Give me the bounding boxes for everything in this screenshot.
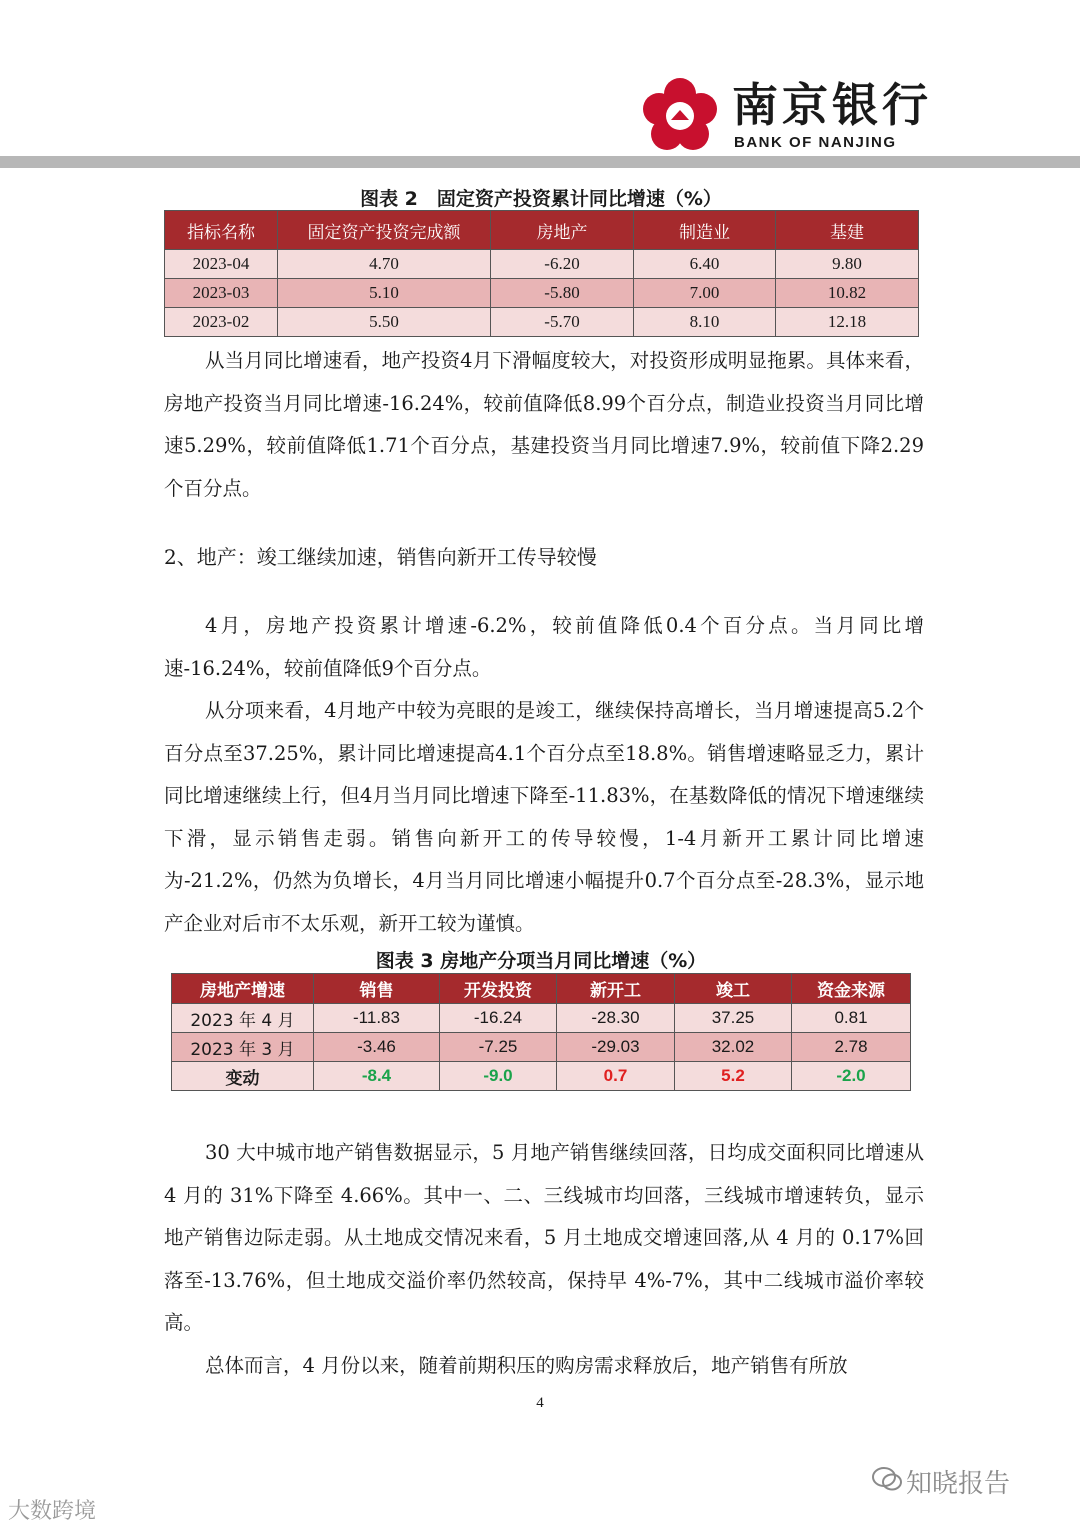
table-cell: 32.02 <box>675 1033 792 1062</box>
table-row <box>172 1033 911 1062</box>
table-header: 基建 <box>776 211 919 250</box>
table-cell: -5.80 <box>491 279 634 308</box>
table-cell: 10.82 <box>776 279 919 308</box>
table-cell: 0.81 <box>792 1004 911 1033</box>
table-header: 房地产增速 <box>172 974 314 1004</box>
table-header: 资金来源 <box>792 974 911 1004</box>
table-cell: 2023 年 3 月 <box>172 1033 314 1062</box>
table-cell: 5.10 <box>278 279 491 308</box>
change-cell: -8.4 <box>314 1062 440 1091</box>
figure2-caption: 图表 2 固定资产投资累计同比增速（%） <box>360 188 722 210</box>
change-cell: -9.0 <box>440 1062 557 1091</box>
table-cell: 37.25 <box>675 1004 792 1033</box>
table-row <box>165 308 919 337</box>
table-cell: 12.18 <box>776 308 919 337</box>
watermark-left: 大数跨境 <box>8 1499 97 1524</box>
table-header: 制造业 <box>634 211 776 250</box>
table-cell: -6.20 <box>491 250 634 279</box>
table-row <box>172 1062 911 1091</box>
table-cell: -11.83 <box>314 1004 440 1033</box>
table-header-row <box>165 211 919 250</box>
table-row <box>172 1004 911 1033</box>
table-row <box>165 250 919 279</box>
table-cell: -3.46 <box>314 1033 440 1062</box>
table-cell: 5.50 <box>278 308 491 337</box>
change-cell: -2.0 <box>792 1062 911 1091</box>
table-header: 开发投资 <box>440 974 557 1004</box>
figure3-caption: 图表 3 房地产分项当月同比增速（%） <box>375 950 707 972</box>
table-cell: -16.24 <box>440 1004 557 1033</box>
table-cell: 9.80 <box>776 250 919 279</box>
table-header: 新开工 <box>557 974 675 1004</box>
page-number: 4 <box>536 1395 544 1411</box>
table-header: 竣工 <box>675 974 792 1004</box>
header-divider <box>0 156 1080 168</box>
table-cell: -5.70 <box>491 308 634 337</box>
figure2-table <box>164 210 919 337</box>
bank-logo-text: 南京银行 <box>732 78 932 132</box>
watermark-right: 知晓报告 <box>906 1469 1011 1499</box>
table-header: 固定资产投资完成额 <box>278 211 491 250</box>
body-paragraph: 从当月同比增速看，地产投资4月下滑幅度较大，对投资形成明显拖累。具体来看，房地产投资当月同比增速-16.24%，较前值降低8.99个百分点，制造业投资当月同比增速5.29%，较前值降低1.71个百分点，基建投资当月同比增速7.9%，较前值下降2.29个百分点。 <box>164 349 924 500</box>
table-cell: 2023-03 <box>165 279 278 308</box>
table-header: 指标名称 <box>165 211 278 250</box>
table-cell: -28.30 <box>557 1004 675 1033</box>
figure3-table <box>171 973 911 1091</box>
table-cell: 变动 <box>172 1062 314 1091</box>
bank-logo-english: BANK OF NANJING <box>734 134 897 151</box>
table-cell: -7.25 <box>440 1033 557 1062</box>
section-heading: 2、地产：竣工继续加速，销售向新开工传导较慢 <box>164 545 597 569</box>
body-paragraph: 4月，房地产投资累计增速-6.2%，较前值降低0.4个百分点。当月同比增速-16.24%，较前值降低9个百分点。 <box>164 614 924 680</box>
change-cell: 5.2 <box>675 1062 792 1091</box>
change-cell: 0.7 <box>557 1062 675 1091</box>
table-cell: 2.78 <box>792 1033 911 1062</box>
body-paragraph: 从分项来看，4月地产中较为亮眼的是竣工，继续保持高增长，当月增速提高5.2个百分点至37.25%，累计同比增速提高4.1个百分点至18.8%。销售增速略显乏力，累计同比增速继续上行，但4月当月同比增速下降至-11.83%，在基数降低的情况下增速继续下滑，显示销售走弱。销售向新开工的传导较慢，1-4月新开工累计同比增速为-21.2%，仍然为负增长，4月当月同比增速小幅提升0.7个百分点至-28.3%，显示地产企业对后市不太乐观，新开工较为谨慎。 <box>164 699 924 935</box>
table-cell: 8.10 <box>634 308 776 337</box>
table-cell: 2023 年 4 月 <box>172 1004 314 1033</box>
table-cell: -29.03 <box>557 1033 675 1062</box>
bank-logo-icon <box>640 76 720 156</box>
table-header: 销售 <box>314 974 440 1004</box>
table-cell: 6.40 <box>634 250 776 279</box>
table-cell: 4.70 <box>278 250 491 279</box>
wechat-icon <box>872 1466 902 1492</box>
table-header: 房地产 <box>491 211 634 250</box>
body-paragraph: 30 大中城市地产销售数据显示，5 月地产销售继续回落，日均成交面积同比增速从 4 月的 31%下降至 4.66%。其中一、二、三线城市均回落，三线城市增速转负，显示地产销售边际走弱。从土地成交情况来看，5 月土地成交增速回落,从 4 月的 0.17%回落至-13.76%，但土地成交溢价率仍然较高，保持早 4%-7%，其中二线城市溢价率较高。 <box>164 1141 924 1334</box>
table-cell: 2023-04 <box>165 250 278 279</box>
table-header-row <box>172 974 911 1004</box>
table-row <box>165 279 919 308</box>
table-cell: 2023-02 <box>165 308 278 337</box>
table-cell: 7.00 <box>634 279 776 308</box>
body-paragraph: 总体而言，4 月份以来，随着前期积压的购房需求释放后，地产销售有所放 <box>205 1354 848 1377</box>
